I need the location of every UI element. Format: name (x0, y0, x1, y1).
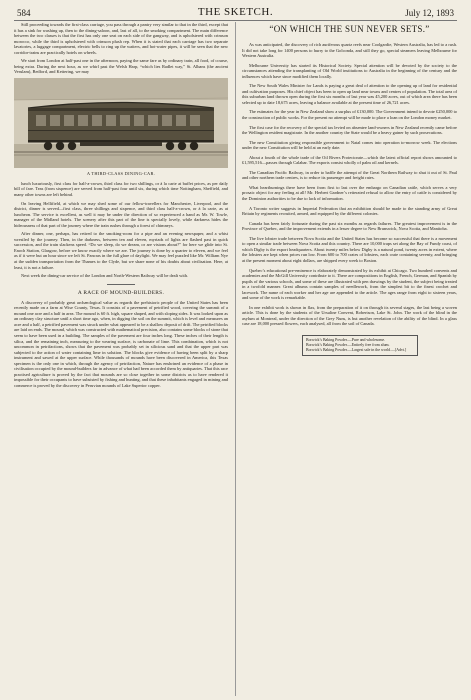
article-paragraph: Next week the dining-car service of the London and North-Western Railway will be dealt with. (21, 273, 189, 279)
section-divider (107, 284, 135, 285)
article-paragraph: On leaving Hellifield, at which we may shed some of our fellow-travellers for Manchester, Liverpool, and the district, dinner is served—first class, three shillings and sixpence, and third class half-a-crown, or à la carte, as at luncheon. The service is excellent, as well it may be under the direction of so experienced a hand as Mr. W. Towle, manager of the Midland hotels. The scenery after this part of the line is specially lovely, while darkness hides the hideousness of that part of the journey where the train rushes through a forest of chimneys. (14, 200, 228, 228)
figure-caption: A THIRD-CLASS DINING-CAR. (86, 170, 156, 176)
news-paragraph: What heartburnings there have been from first to last over the embargo on Canadian cattle, which serves a very prosaic object for any feeling at all! Mr. Herbert Gardner’s reiterated refusal to allow the entry of cattle is considered by the Dominion authorities to be due to lack of information. (242, 184, 457, 202)
issue-date: July 12, 1893 (405, 8, 454, 18)
dining-car-illustration (14, 78, 228, 168)
news-paragraph: Quebec’s educational pre-eminence is elaborately demonstrated by its exhibit at Chicago. Two hundred convents and academies and the McGill University contribute to it. There are compositions in English, French, German, and Spanish by pupils of the various schools, and some of these are illustrated with pen drawings by the student, the subject being treated in a twofold manner. Great albums contain samples of needlework, from the simplest bit to the finest crochet and lacework. The name of each worker and her age are appended to the article. The ages range from eight to sixteen years, and some of the work is remarkable. (242, 267, 457, 301)
text-columns (14, 22, 457, 696)
news-paragraph: Melbourne University has started its Historical Society. Special attention will be devoted by the society to the circumstances attending the transplanting of Old World institutions to Australia in the beginning of the century and the influences which have since modified them locally. (242, 62, 457, 79)
news-paragraph: Canada has been fairly fortunate during the past six months as regards failures. The greatest improvement is in the Province of Quebec, and the improvement extends in a lesser degree to New Brunswick, Nova Scotia, and Manitoba. (242, 220, 457, 232)
article-paragraph: Still proceeding towards the first-class carriage, you pass through a pantry very similar to that in the third, except that it has a sink for washing up, then to the dining-saloon, and, last of all, to the smoking compartment. The main difference between the two classes is that the first has only one seat on each side of the gangway, and is upholstered with crimson morocco, while the third is upholstered with crimson plush rep. When it is stated that each carriage has two separate lavatories, a luggage compartment, electric bells to ring up the waiters, and hot-water pipes, it will be seen that the new corridor-trains are practically hotels on wheels. (14, 22, 228, 55)
column-title: “ON WHICH THE SUN NEVER SETS.” (269, 24, 430, 34)
news-paragraph: The new Constitution giving responsible government to Natal comes into operation to-morrow week. The elections under the new Constitution will be held at an early date. (242, 139, 457, 151)
advertisement-line: Borwick’s Baking Powder.—Pure and wholesome. (306, 337, 386, 342)
advertisement-box (302, 335, 418, 356)
news-paragraph: About a fourth of the whole trade of the Oil Rivers Protectorate—which the latest official report shows amounted to £1,595,516—passes through Calabar. The exports consist wholly of palm oil and kernels. (242, 154, 457, 166)
news-paragraph: As was anticipated, the discovery of rich auriferous quartz reefs near Coolgardie, Western Australia, has led to a rush. It did not take long for 1400 persons to hurry to the Golconda, and still they go, special steamers leaving Melbourne for Western Australia. (242, 42, 457, 59)
news-paragraph: The New South Wales Minister for Lands is paying a great deal of attention to the opening up of land for residential and cultivation purposes. His chief object has been to open up land near towns and centres of population. The total area of this suburban land thrown open during the first six months of last year was 45,200 acres, out of which area there has been selected up to date 18,675 acres, leaving a balance available at the present time of 26,721 acres. (242, 83, 457, 105)
advertisement-line: Borwick’s Baking Powder.—Largest sale in the world.—[Advt.] (306, 347, 407, 352)
article-paragraph: After dinner, one, perhaps, has retired to the smoking-room for a pipe and an evening newspaper, and a whist wrestled by the journey. Then, in the darkness, between ten and eleven, myriads of lights are flashed past in quick succession, and the train slackens speed. “Do we sleep, do we dream, or are visions about?” for here we glide into St. Enoch Station, Glasgow, before we know exactly where we are. The journey is done by a quarter to eleven, and we feel as if it were but an hour since we left St. Pancras in the full glare of daylight. We may feel puzzled like Mr. William Nye at the sudden transportation from the Thames to the Clyde, but we share none of his doubts about civilisation. Here, at least, it is not a failure. (14, 231, 228, 270)
left-column (14, 22, 228, 696)
advertisement-line: Borwick’s Baking Powder.—Entirely free from alum. (306, 342, 390, 347)
right-column (242, 22, 457, 696)
article-paragraph: We start from London at half-past one in the afternoon, paying the same fare as by ordinary train, all food, of course, being extra. During the next hour, as we whirl past the Welsh Harp, “which lies Radlet way,” St. Albans (the ancient Verulam), Bedford, and Kettering, we may (14, 58, 228, 75)
magazine-title: THE SKETCH. (197, 6, 274, 18)
article-paragraph: lunch luxuriously, first class for half-a-crown, third class for two shillings, or à la carte at buffet prices, as per daily bill of fare. Teas (from sixpence) are served from half-past four until six, during which time Nottingham, Sheffield, and many other towns are left behind. (14, 180, 228, 198)
news-paragraph: The Canadian Pacific Railway, in order to baffle the attempt of the Great Northern Railway to shut it out of St. Paul and other northern trade centres, is to reduce its passenger and freight rates. (242, 169, 457, 181)
news-paragraph: A Toronto writer suggests in Imperial Federation that an exhibition should be made to the standing army of Great Britain by regiments recruited, armed, and equipped by the different colonies. (242, 205, 457, 217)
column-rule (235, 22, 236, 696)
article-paragraph: A discovery of probably great archæological value as regards the prehistoric people of the United States has been recently made on a farm at Wise County, Texas. It consists of a pavement of petrified wood, covering the summit of a mound one acre and a half in area. The mound is 60 ft. high, square shaped, and with sloping sides. It was looked upon as an ordinary clay structure until a short time ago, when, in digging the soil on the summit, which is level and measures an acre and a half, a petrified pavement was struck under what appeared to be a shallow deposit of drift. The petrified blocks are laid on ends. The mound, which was constructed with mathematical precision, also contains some blocks of stone that seem to have been used in a building. The samples of the pavement are four inches long. These inches of their length is silica, and the remaining inch, measuring to the wearing surface, is carbonate of lime. This combination, which is not uncommon in petrifactions, shows that the pavement was probably set in silicious sand and that the upper part was subjected to the action of water containing lime in solution. The blocks give evidence of having been split by a sharp instrument and sawed at the upper surface. While thousands of mounds have been discovered in America, this Texas specimen is the only one in which, through the agency of petrifaction, Nature has enshrined an evidence of a phase in civilisation occupied by the mound-builders far in advance of what had been accorded them by antiquaries. That this race practised agriculture is proved by the fact that mounds are so close together in some districts as to have rendered it impossible for their occupants to have subsisted by fishing and hunting, and that these inhabitants engaged in mining and commerce is proved by the discovery in Peruvian mounds of Lake Superior copper. (14, 299, 228, 388)
news-paragraph: The first case for the recovery of the special tax levied on absentee land-owners in New Zealand recently came before the Wellington resident magistrate. In the another country the State would be a heavy gainer by such prosecutions. (242, 124, 457, 136)
news-paragraph: The estimates for the year in New Zealand show a surplus of £130,000. The Government intend to devote £250,000 to the construction of public works. For the present no attempt will be made to place a loan on the London money market. (242, 109, 457, 121)
page-number: 584 (17, 8, 31, 18)
news-paragraph: The live lobster trade between Nova Scotia and the United States has become so successful that there is a movement to open a similar trade between Nova Scotia and this country. There are 10,000 traps set along the Bay of Fundy coast, of which Digby is the export headquarters. About twenty miles below Digby is a natural pond, twenty acres in extent, where the lobsters are kept when prices run low. From 600 to 700 crates of lobsters, each crate containing seventy, and bringing at the present moment about eight dollars, are shipped every week to Boston. (242, 235, 457, 263)
section-title: A RACE OF MOUND-BUILDERS. (77, 289, 165, 296)
railway-carriage-engraving (14, 78, 228, 168)
news-paragraph: In one exhibit work is shown in flax, from the preparation of it on through its several stages, the last being a woven article. This is done by the students of the Ursuline Convent, Robertson, Lake St. John. The work of the blind in the asylum at Montreal, under the direction of the Grey Nuns, is but another revelation of the ability of the blind. In a glass case are 18,000 pressed flowers, each analysed, all from the soil of Canada. (242, 304, 457, 327)
page-header (14, 6, 457, 21)
